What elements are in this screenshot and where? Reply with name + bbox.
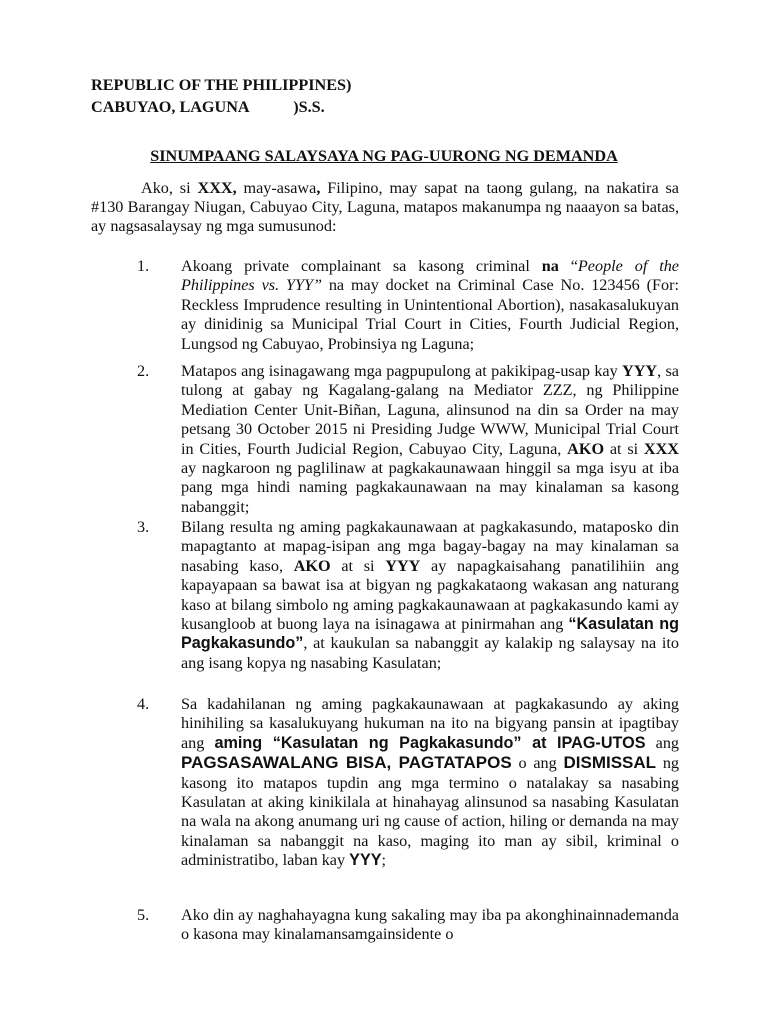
text-run: ay nagkaroon ng paglilinaw at pagkakaunawaan hinggil sa mga isyu at iba pang mga hindi naming pagkakaunawaan na may kinalaman sa kasong nabanggit; (181, 459, 679, 516)
text-run: , sa tulong at gabay ng Kagalang-galang na Mediator ZZZ, ng Philippine Mediation Center Unit-Biñan, Laguna, alinsunod na din sa Order na may petsang 30 October 2015 ni Presiding Judge WWW, Municipal Trial Court in Cities, Fourth Judicial Region, Cabuyao City, Laguna, (181, 362, 679, 458)
paragraph-text (181, 906, 679, 945)
numbered-paragraph-4 (91, 695, 679, 871)
text-run: na may docket na Criminal Case No. 123456 (For: Reckless Imprudence resulting in Unintentional Abortion), nasakasalukuyan ay dinidinig sa Municipal Trial Court in Cities, Fourth Judicial Region, Lungsod ng Cabuyao, Probinsiya ng Laguna; (181, 276, 680, 353)
bold-run: YYY (385, 556, 421, 575)
case-title: People of the Philippines vs. YYY” (181, 257, 679, 295)
intro-text: may-asawa (236, 179, 317, 197)
text-run: at si (604, 439, 644, 458)
paragraph-number: 2. (137, 362, 150, 380)
text-run: ; (381, 851, 387, 870)
text-run: Bilang resulta ng aming pagkakaunawaan at pagkakasundo, mataposko din mapagtanto at mapag-isipan ang mga bagay-bagay na may kinalaman sa nasabing kaso, (181, 518, 679, 575)
paragraph-number: 3. (137, 518, 150, 536)
header-line-cabuyao: CABUYAO, LAGUNA )S.S. (91, 98, 325, 116)
bold-run: PAGSASAWALANG BISA, PAGTATAPOS (181, 753, 512, 773)
bold-run: na (541, 257, 559, 275)
paragraph-text (181, 518, 679, 673)
text-run: , at kaukulan sa nabanggit ay kalakip ng salaysay na ito ang isang kopya ng nasabing Kasulatan; (181, 634, 679, 672)
text-run: “ (558, 257, 578, 275)
numbered-paragraph-3 (91, 518, 679, 673)
bold-run: “Kasulatan ng Pagkakasundo” (181, 615, 680, 653)
bold-run: XXX (643, 439, 679, 458)
text-run: ang (645, 733, 680, 752)
intro-paragraph (91, 179, 679, 236)
text-run: ng kasong ito matapos tupdin ang mga termino o natalakay sa nasabing Kasulatan at aking kinikilala at hinahayag alinsunod sa nasabing Kasulatan na wala na akong anumang uri ng cause of action, hiling or demanda na may kinalaman sa nabanggit na kaso, maging ito man ay sibil, kriminal o administratibo, laban kay (181, 754, 680, 870)
intro-text: Ako, si (141, 179, 198, 197)
paragraph-text (181, 695, 679, 871)
header-line-republic: REPUBLIC OF THE PHILIPPINES) (91, 76, 352, 94)
numbered-paragraph-2 (91, 362, 679, 517)
text-run: Ako din ay naghahayagna kung sakaling may iba pa akonghinainnademanda o kasona may kinalamansamgainsidente o (181, 906, 679, 944)
text-run: Sa kadahilanan ng aming pagkakaunawaan at pagkakasundo ay aking hinihiling sa kasalukuyang hukuman na ito na bigyang pansin at ipagtibay ang (181, 695, 679, 752)
paragraph-number: 4. (137, 695, 150, 713)
text-run: o ang (511, 754, 564, 773)
bold-run: YYY (622, 362, 658, 380)
bold-run: DISMISSAL (563, 753, 657, 773)
paragraph-text (181, 362, 679, 517)
text-run: Matapos ang isinagawang mga pagpupulong at pakikipag-usap kay (181, 362, 623, 380)
text-run: at si (330, 556, 386, 575)
text-run: Akoang private complainant sa kasong criminal (181, 257, 542, 275)
bold-run: YYY (349, 851, 382, 870)
bold-run: aming “Kasulatan ng Pagkakasundo” at IPAG-UTOS (214, 733, 646, 752)
bold-run: AKO (567, 439, 605, 458)
paragraph-number: 1. (137, 257, 150, 275)
numbered-paragraph-1 (91, 257, 679, 354)
intro-text-bold: , (316, 179, 321, 197)
bold-run: AKO (293, 556, 331, 575)
document-header (91, 74, 351, 118)
text-run: ay napagkaisahang panatilihiin ang kapayapaan sa bawat isa at bigyan ng pagkakataong wakasan ang naturang kaso at bilang simbolo ng aming pagkakaunawaan at pagkakasundo kami ay kusangloob at buong laya na isinagawa at pinirmahan ang (181, 556, 679, 634)
paragraph-number: 5. (137, 906, 150, 924)
numbered-paragraph-5 (91, 906, 679, 945)
document-title: SINUMPAANG SALAYSAYA NG PAG-UURONG NG DEMANDA (150, 147, 618, 165)
paragraph-text (181, 257, 679, 354)
affiant-name: XXX, (197, 179, 237, 197)
intro-text: Filipino, may sapat na taong gulang, na nakatira sa #130 Barangay Niugan, Cabuyao City, Laguna, matapos makanumpa ng naaayon sa batas, ay nagsasalaysay ng mga sumusunod: (91, 179, 679, 235)
